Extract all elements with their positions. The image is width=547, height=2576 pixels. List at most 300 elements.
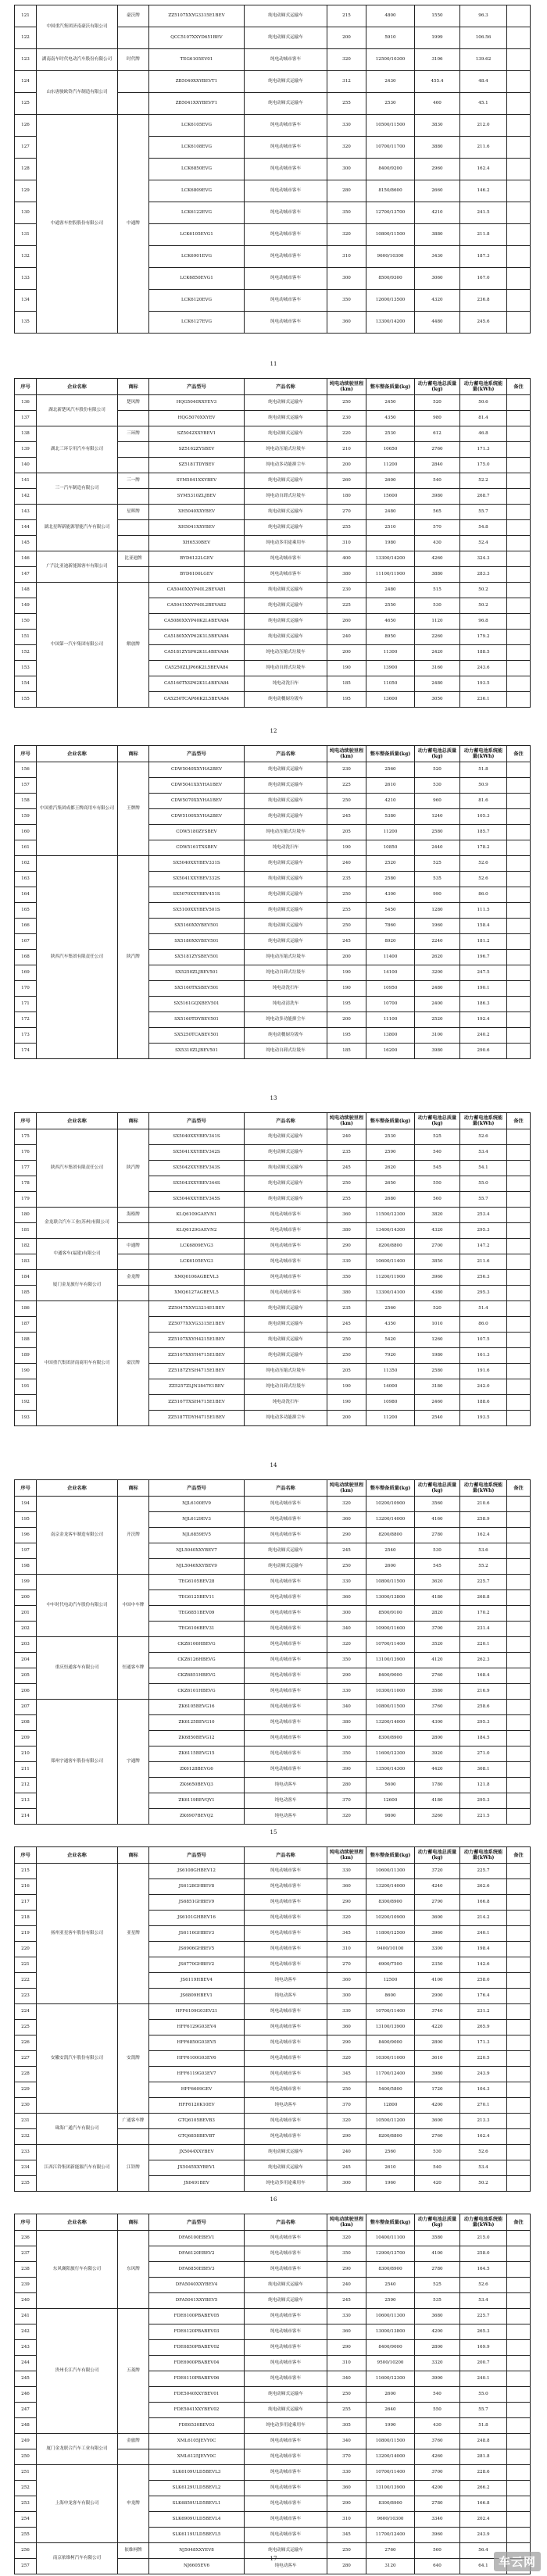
brand-cell: 恒通客车牌: [118, 1637, 149, 1700]
table-cell: 13600: [366, 692, 415, 708]
table-cell: 52.6: [460, 2145, 507, 2160]
column-header: 产品名称: [245, 379, 327, 395]
table-cell: 5420: [366, 1333, 415, 1348]
table-cell: [507, 1044, 531, 1059]
table-cell: 270.1: [460, 2098, 507, 2114]
table-cell: 161: [15, 840, 37, 856]
table-cell: 纯电动厢式运输车: [245, 2160, 327, 2176]
table-cell: 纯电动城市客车: [245, 1497, 327, 1512]
table-cell: LCK6127EVG: [149, 312, 245, 334]
table-cell: 340: [327, 1622, 366, 1637]
table-cell: [507, 290, 531, 312]
table-cell: 225.7: [460, 1575, 507, 1590]
table-cell: 纯电动城市客车: [245, 1957, 327, 1973]
table-cell: 纯电动厢式运输车: [245, 2145, 327, 2160]
table-cell: 纯电动多功能抑尘车: [245, 458, 327, 473]
table-cell: 266.2: [460, 2481, 507, 2496]
company-cell: 厦门金龙联合汽车工业有限公司: [37, 2434, 118, 2465]
table-cell: 纯电动多用途乘用车: [245, 2176, 327, 2192]
table-cell: 4240: [415, 1879, 460, 1895]
table-cell: 243.6: [460, 661, 507, 676]
company-cell: 湖北新楚风汽车股份有限公司: [37, 395, 118, 426]
table-cell: [507, 762, 531, 778]
table-cell: 13200/14000: [366, 1715, 415, 1731]
table-cell: 162.4: [460, 2129, 507, 2145]
table-cell: [507, 1559, 531, 1575]
table-cell: 168: [15, 950, 37, 965]
company-cell: 中车时代电动汽车股份有限公司: [37, 1575, 118, 1637]
table-cell: 146.2: [460, 180, 507, 202]
table-cell: 193: [15, 1411, 37, 1426]
table-cell: [507, 536, 531, 551]
table-cell: 4480: [415, 312, 460, 334]
table-cell: CA5250TCAP66K2L5BEVA84: [149, 692, 245, 708]
table-cell: 3610: [415, 2051, 460, 2067]
table-cell: 10800/11500: [366, 2434, 415, 2449]
table-cell: 13900: [366, 661, 415, 676]
table-cell: 纯电动多功能抑尘车: [245, 1411, 327, 1426]
table-cell: 纯电动城市客车: [245, 2309, 327, 2324]
table-cell: 8600: [366, 1989, 415, 2004]
table-cell: 10700/11700: [366, 137, 415, 159]
table-cell: 340: [327, 2434, 366, 2449]
table-cell: 纯电动洗扫车: [245, 981, 327, 997]
table-cell: [118, 520, 149, 536]
company-cell: 湖南南车时代电动汽车股份有限公司: [37, 49, 118, 71]
table-cell: BYD6122LGEV: [149, 551, 245, 567]
table-cell: 2480: [415, 981, 460, 997]
table-cell: 250: [327, 2082, 366, 2098]
table-cell: 3900: [415, 2371, 460, 2387]
column-header: 商标: [118, 1847, 149, 1864]
table-cell: ZK6115BEVG15: [149, 1746, 245, 1762]
table-cell: 12500: [366, 1973, 415, 1989]
table-cell: 4320: [415, 1223, 460, 1239]
table-cell: 169: [15, 965, 37, 981]
table-cell: [507, 2371, 531, 2387]
table-cell: 220.5: [460, 2051, 507, 2067]
table-cell: 300: [327, 1989, 366, 2004]
table-cell: 225: [327, 778, 366, 794]
table-cell: 2700: [415, 1239, 460, 1254]
table-cell: 纯电动城市客车: [245, 268, 327, 290]
table-row: [15, 71, 531, 93]
table-cell: 360: [327, 1590, 366, 1606]
table-cell: 2440: [415, 840, 460, 856]
table-cell: 310: [327, 536, 366, 551]
table-cell: 纯电动厢式运输车: [245, 2543, 327, 2559]
table-cell: XML6105JEVY0C: [149, 2434, 245, 2449]
table-cell: 纯电动厢式运输车: [245, 411, 327, 426]
table-header-row: [15, 746, 531, 762]
table-cell: 130: [15, 202, 37, 224]
table-cell: 4100: [415, 2246, 460, 2262]
table-cell: CA5041XXYP40L2BEVA82: [149, 598, 245, 614]
table-cell: 55.2: [460, 1559, 507, 1575]
table-cell: 290: [327, 2262, 366, 2278]
table-cell: 380: [327, 1286, 366, 1301]
table-cell: JX6491BEV: [149, 2176, 245, 2192]
table-cell: NJL6100EV9: [149, 1497, 245, 1512]
table-cell: [507, 268, 531, 290]
table-cell: [507, 2246, 531, 2262]
table-cell: HFF6129G03EV4: [149, 2020, 245, 2035]
table-cell: 240: [15, 2293, 37, 2309]
table-cell: 纯电动自卸式垃圾车: [245, 1044, 327, 1059]
table-cell: XH5040XXYBEV: [149, 505, 245, 520]
table-cell: 155: [15, 692, 37, 708]
column-header: 产品名称: [245, 746, 327, 762]
table-cell: TEG6125BEV11: [149, 1590, 245, 1606]
table-cell: 535: [415, 2293, 460, 2309]
table-cell: NJ6605EV6: [149, 2559, 245, 2574]
table-cell: 300: [327, 268, 366, 290]
table-cell: 纯电动洗扫车: [245, 1395, 327, 1411]
table-cell: XH5041XXYBEV: [149, 520, 245, 536]
table-cell: 530: [415, 598, 460, 614]
table-cell: SX5161GQXBEV501: [149, 997, 245, 1012]
table-cell: 2460: [415, 1395, 460, 1411]
table-cell: 305: [327, 2418, 366, 2434]
table-row: [15, 2145, 531, 2160]
table-cell: [507, 2098, 531, 2114]
table-cell: 52.4: [460, 536, 507, 551]
table-cell: DFA5040XXYBEV4: [149, 2278, 245, 2293]
table-cell: [507, 2067, 531, 2082]
table-cell: 纯电动城市客车: [245, 1864, 327, 1879]
table-cell: 530: [415, 778, 460, 794]
table-cell: 320: [327, 2231, 366, 2246]
table-cell: 1780: [415, 1778, 460, 1793]
table-cell: 370: [327, 2098, 366, 2114]
table-cell: [507, 661, 531, 676]
table-cell: 133: [15, 268, 37, 290]
page-16: [0, 1840, 547, 2207]
table-cell: 136: [15, 395, 37, 411]
table-cell: 225.7: [460, 1864, 507, 1879]
table-cell: JS6119HBEV4: [149, 1973, 245, 1989]
table-cell: 3160: [415, 661, 460, 676]
table-cell: 190: [327, 965, 366, 981]
table-cell: 245: [327, 1543, 366, 1559]
table-cell: [507, 246, 531, 268]
table-cell: 纯电动客车: [245, 2559, 327, 2574]
table-cell: 9600/10300: [366, 246, 415, 268]
column-header: 动力蓄电池系统能量(kWh): [460, 1847, 507, 1864]
table-cell: 360: [327, 1512, 366, 1528]
table-cell: 纯电动厢式运输车: [245, 1348, 327, 1364]
table-cell: 3560: [415, 1497, 460, 1512]
table-cell: [507, 411, 531, 426]
table-row: [15, 856, 531, 872]
table-cell: 144: [15, 520, 37, 536]
table-cell: 13200/14000: [366, 1879, 415, 1895]
table-cell: CKZ6106HBEVG: [149, 1637, 245, 1653]
table-cell: 200: [327, 1012, 366, 1028]
table-cell: 312: [327, 71, 366, 93]
table-cell: 2800: [415, 1731, 460, 1746]
table-cell: [507, 159, 531, 180]
table-cell: 纯电动城市客车: [245, 1270, 327, 1286]
table-cell: JS6851GHBEV9: [149, 1895, 245, 1911]
table-cell: 8300/8900: [366, 2496, 415, 2512]
table-cell: [507, 1028, 531, 1044]
table-cell: 纯电动城市客车: [245, 1606, 327, 1622]
table-cell: 3960: [415, 2528, 460, 2543]
table-cell: 8400/9000: [366, 2035, 415, 2051]
table-cell: [507, 2129, 531, 2145]
table-cell: LCK6122EVG: [149, 202, 245, 224]
table-row: [15, 1208, 531, 1223]
table-cell: SLK6109ULD5BEVL3: [149, 2465, 245, 2481]
table-cell: 218: [15, 1911, 37, 1926]
table-cell: 纯电动城市客车: [245, 551, 327, 567]
table-cell: [507, 567, 531, 583]
table-cell: 193.5: [460, 1411, 507, 1426]
table-cell: 3320: [415, 2356, 460, 2371]
table-cell: 纯电动厢式运输车: [245, 1129, 327, 1145]
table-cell: 290: [327, 2035, 366, 2051]
table-cell: 纯电动厢式运输车: [245, 2387, 327, 2403]
table-cell: 中通牌: [118, 1239, 149, 1254]
table-cell: 209: [15, 1731, 37, 1746]
table-cell: 纯电动厢式运输车: [245, 614, 327, 630]
table-cell: ZK6907BEVQ2: [149, 1809, 245, 1825]
table-cell: 320: [327, 2051, 366, 2067]
table-cell: 4180: [415, 1793, 460, 1809]
table-cell: HFF6120K10EV: [149, 2098, 245, 2114]
table-cell: [507, 2145, 531, 2160]
table-cell: 216.9: [460, 1684, 507, 1700]
column-header: 备注: [507, 1113, 531, 1129]
table-cell: 240: [327, 856, 366, 872]
table-cell: [507, 2528, 531, 2543]
vehicle-table-p15: [14, 1479, 531, 1825]
table-cell: 纯电动城市客车: [245, 202, 327, 224]
table-cell: JS6128GHBEV8: [149, 1879, 245, 1895]
table-cell: [507, 840, 531, 856]
table-row: [15, 551, 531, 567]
table-cell: [507, 778, 531, 794]
table-cell: 2450: [366, 395, 415, 411]
table-cell: 198: [15, 1559, 37, 1575]
table-cell: 纯电动城市客车: [245, 1926, 327, 1942]
table-cell: 2400: [415, 997, 460, 1012]
table-cell: XMQ6127AGBEVL5: [149, 1286, 245, 1301]
table-cell: 10600/11400: [366, 1254, 415, 1270]
table-cell: 纯电动城市客车: [245, 2051, 327, 2067]
table-cell: 纯电动城市客车: [245, 1762, 327, 1778]
table-cell: 300: [327, 1731, 366, 1746]
table-cell: 202: [15, 1622, 37, 1637]
table-cell: [118, 536, 149, 551]
table-cell: 11100: [366, 1012, 415, 1028]
table-cell: 162: [15, 856, 37, 872]
company-cell: 三一汽车制造有限公司: [37, 473, 118, 505]
table-cell: [118, 71, 149, 93]
table-cell: 320: [327, 1809, 366, 1825]
table-cell: 247.5: [460, 965, 507, 981]
table-cell: 12900/13700: [366, 2246, 415, 2262]
table-cell: 3880: [415, 137, 460, 159]
table-cell: [507, 1793, 531, 1809]
table-cell: 纯电动自卸式垃圾车: [245, 1379, 327, 1395]
table-cell: 162.4: [460, 159, 507, 180]
table-cell: 159: [15, 809, 37, 825]
table-cell: LCK6901EVG: [149, 246, 245, 268]
table-cell: 105.3: [460, 809, 507, 825]
table-cell: 纯电动厢式运输车: [245, 27, 327, 49]
column-header: 序号: [15, 379, 37, 395]
table-cell: 310: [327, 2512, 366, 2528]
table-cell: 55.0: [460, 1176, 507, 1192]
table-cell: 268.8: [460, 1590, 507, 1606]
table-cell: 纯电动城市客车: [245, 1942, 327, 1957]
table-cell: 271.0: [460, 1746, 507, 1762]
table-cell: 纯电动城市客车: [245, 1286, 327, 1301]
table-cell: 154: [15, 676, 37, 692]
column-header: 企业名称: [37, 746, 118, 762]
vehicle-table-p12: [14, 378, 531, 708]
table-cell: HFF6119G03EV7: [149, 2067, 245, 2082]
table-cell: JS6906GHBEV5: [149, 1942, 245, 1957]
column-header: 序号: [15, 746, 37, 762]
table-header-row: [15, 379, 531, 395]
table-cell: 205: [15, 1668, 37, 1684]
table-cell: 纯电动厢式运输车: [245, 1161, 327, 1176]
company-cell: 湖北星晖新能源智能汽车有限公司: [37, 505, 118, 551]
table-cell: 12800: [366, 2098, 415, 2114]
table-cell: [507, 1653, 531, 1668]
table-cell: 200: [327, 27, 366, 49]
table-cell: 240.1: [460, 1926, 507, 1942]
table-cell: 246: [15, 2387, 37, 2403]
table-cell: [507, 1208, 531, 1223]
table-cell: 8150/8600: [366, 180, 415, 202]
table-cell: 纯电动厢式运输车: [245, 903, 327, 919]
table-cell: [507, 2340, 531, 2356]
table-cell: FDE6100PBABEV05: [149, 2309, 245, 2324]
table-cell: 227: [15, 2051, 37, 2067]
column-header: 整车整备质量(kg): [366, 1113, 415, 1129]
table-cell: 171.3: [460, 2035, 507, 2051]
table-cell: 370: [327, 2449, 366, 2465]
company-cell: 安徽安凯汽车股份有限公司: [37, 2004, 118, 2114]
company-cell: 湖北三环专用汽车有限公司: [37, 426, 118, 473]
table-cell: 纯电动厢式运输车: [245, 93, 327, 115]
table-cell: 230: [327, 583, 366, 598]
table-cell: 2610: [366, 778, 415, 794]
table-cell: 280: [327, 180, 366, 202]
table-cell: [118, 458, 149, 473]
table-cell: 2560: [366, 762, 415, 778]
table-cell: JS6116GHBEV3: [149, 1926, 245, 1942]
table-cell: 纯电动城市客车: [245, 2340, 327, 2356]
table-cell: 50.9: [460, 778, 507, 794]
column-header: 产品名称: [245, 1113, 327, 1129]
table-cell: 241.5: [460, 202, 507, 224]
table-cell: [507, 981, 531, 997]
table-cell: [507, 1926, 531, 1942]
table-cell: 52.6: [460, 856, 507, 872]
table-cell: 250: [327, 887, 366, 903]
table-cell: 190: [327, 661, 366, 676]
table-cell: ZK6105BEVG16: [149, 1700, 245, 1715]
table-cell: 210: [15, 1746, 37, 1762]
table-cell: 270: [327, 505, 366, 520]
table-cell: 3520: [415, 1637, 460, 1653]
table-cell: 8950: [366, 630, 415, 645]
table-cell: 158: [15, 794, 37, 809]
vehicle-table-p11: [14, 5, 531, 334]
table-cell: 纯电动客车: [245, 1989, 327, 2004]
table-cell: 10980: [366, 1395, 415, 1411]
table-cell: 167.0: [460, 268, 507, 290]
table-cell: 3430: [415, 246, 460, 268]
table-cell: 3700: [415, 2465, 460, 2481]
table-cell: 3120: [366, 2559, 415, 2574]
table-cell: FDE5040XXYBEV01: [149, 2387, 245, 2403]
table-cell: 254: [15, 2512, 37, 2528]
table-cell: JX5045XXYBEV1: [149, 2160, 245, 2176]
table-cell: 300: [327, 1606, 366, 1622]
table-cell: [507, 645, 531, 661]
table-cell: 249: [15, 2434, 37, 2449]
table-cell: 310: [327, 246, 366, 268]
table-cell: 345: [327, 1926, 366, 1942]
table-cell: 4420: [415, 1762, 460, 1778]
table-row: [15, 49, 531, 71]
page-14: [0, 1106, 547, 1473]
table-header-row: [15, 2214, 531, 2231]
table-cell: [507, 1911, 531, 1926]
column-header: 纯电动续驶里程(km): [327, 2214, 366, 2231]
table-row: [15, 762, 531, 778]
table-cell: 180: [15, 1208, 37, 1223]
table-cell: 525: [415, 1129, 460, 1145]
table-cell: 241: [15, 2309, 37, 2324]
vehicle-table-p16: [14, 1846, 531, 2192]
table-cell: 153: [15, 661, 37, 676]
table-cell: 纯电动厢式运输车: [245, 505, 327, 520]
table-cell: 纯电动自卸式垃圾车: [245, 661, 327, 676]
table-cell: HQG5070XXYEV: [149, 411, 245, 426]
table-cell: 178: [15, 1176, 37, 1192]
table-cell: [507, 2418, 531, 2434]
table-cell: KLQ6109GAEVN1: [149, 1208, 245, 1223]
table-cell: 纯电动城市客车: [245, 2231, 327, 2246]
table-cell: 4200: [415, 2098, 460, 2114]
table-cell: 4260: [415, 2449, 460, 2465]
table-cell: 320: [327, 1911, 366, 1926]
table-cell: 纯电动客车: [245, 1793, 327, 1809]
company-cell: 中国重汽集团成都王牌商用车有限公司: [37, 762, 118, 856]
table-cell: [507, 1528, 531, 1543]
table-cell: [507, 224, 531, 246]
table-cell: HFF6609GEV: [149, 2082, 245, 2098]
table-cell: 纯电动城市客车: [245, 2324, 327, 2340]
table-cell: 370: [327, 1793, 366, 1809]
column-header: 商标: [118, 379, 149, 395]
table-cell: 12500/10300: [366, 49, 415, 71]
table-cell: XH6530BEV: [149, 536, 245, 551]
table-cell: 1960: [366, 2176, 415, 2192]
table-cell: 纯电动城市客车: [245, 1715, 327, 1731]
table-cell: 3680: [415, 2309, 460, 2324]
table-cell: 350: [327, 1653, 366, 1668]
table-cell: 560: [415, 2543, 460, 2559]
table-cell: 455.4: [415, 71, 460, 93]
